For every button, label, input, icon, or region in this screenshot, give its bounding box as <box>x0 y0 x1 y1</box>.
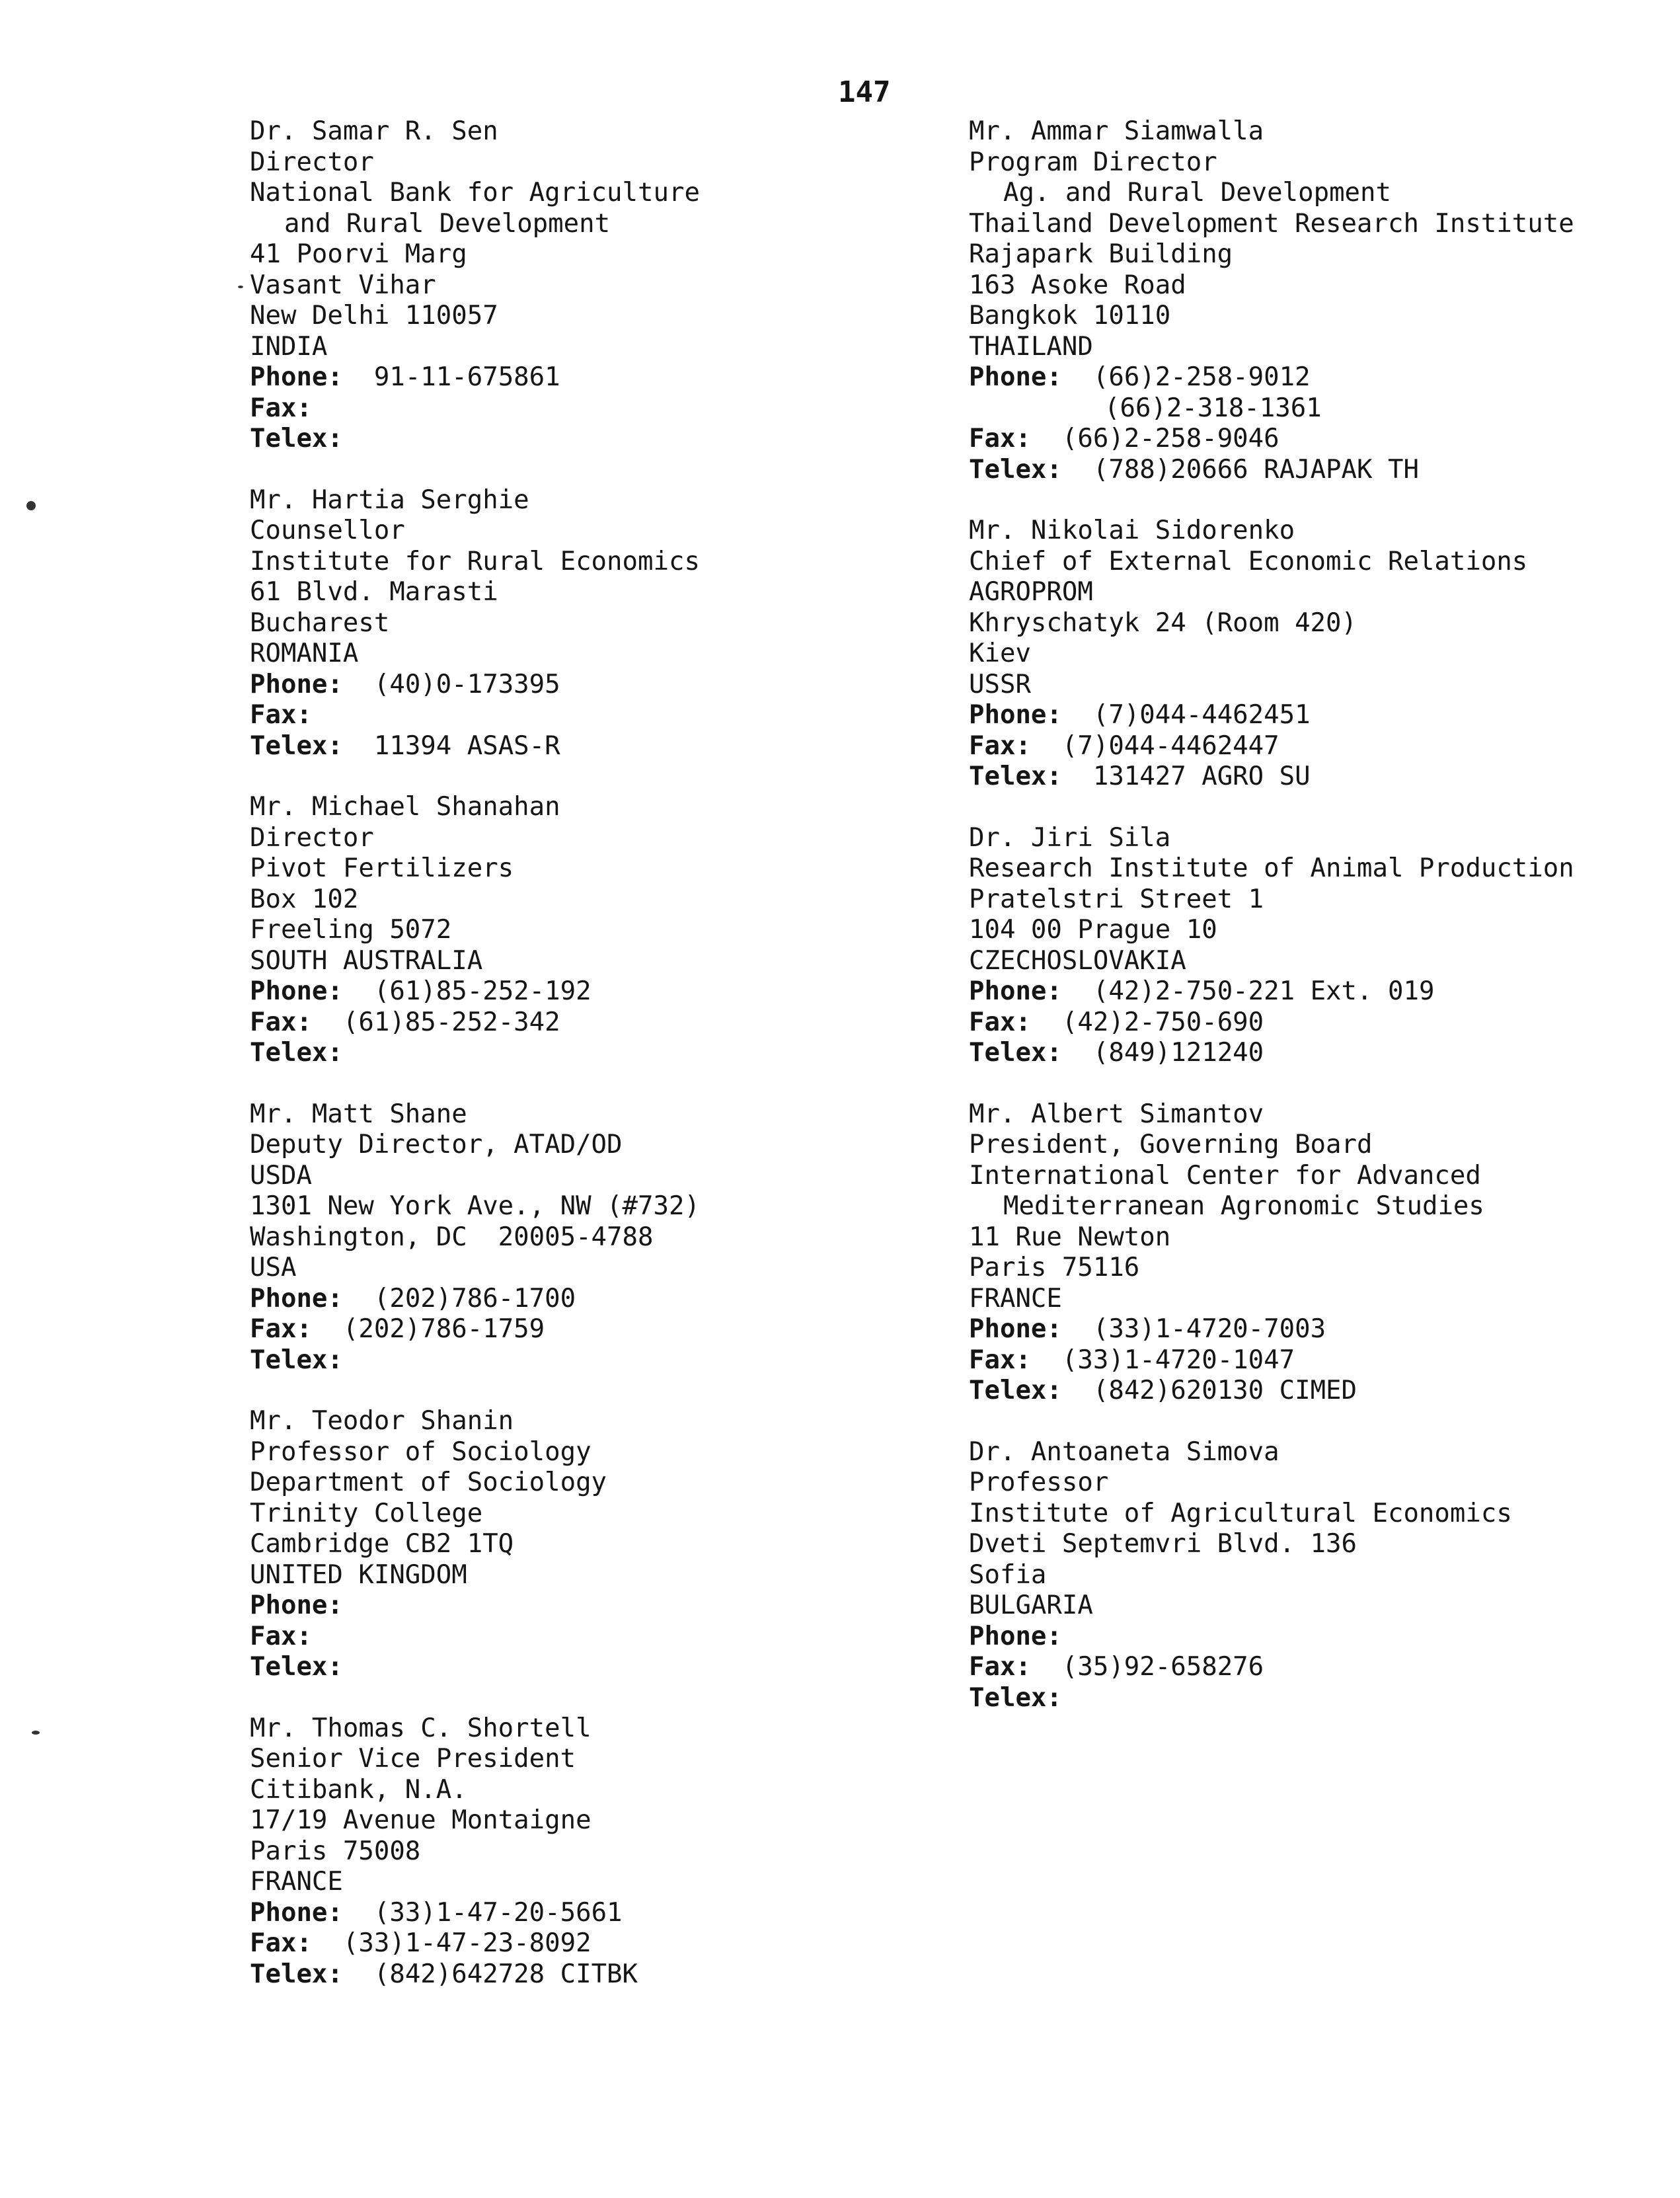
entry-line: Freeling 5072 <box>250 915 452 945</box>
fax-line <box>250 393 1010 424</box>
directory-entry <box>969 516 1680 793</box>
phone-line <box>969 362 1680 393</box>
telex-line-label: Telex: <box>250 1038 343 1068</box>
entry-line: USA <box>250 1253 297 1282</box>
fax-line-label: Fax: <box>250 1621 312 1651</box>
telex-line <box>250 1652 1010 1683</box>
entry-line: Paris 75116 <box>969 1253 1140 1282</box>
entry-line: Khryschatyk 24 (Room 420) <box>969 608 1357 638</box>
fax-line <box>969 1007 1680 1039</box>
entry-line: USSR <box>969 669 1031 699</box>
entry-line: 11 Rue Newton <box>969 1222 1171 1252</box>
entry-line: Professor of Sociology <box>250 1436 592 1467</box>
fax-line-label: Fax: <box>250 1928 312 1958</box>
entry-name: Dr. Samar R. Sen <box>250 116 498 146</box>
entry-line: Ag. and Rural Development <box>1003 178 1391 208</box>
entry-line: Chief of External Economic Relations <box>969 546 1528 576</box>
entry-line: Counsellor <box>250 516 405 545</box>
entry-line: 41 Poorvi Marg <box>250 239 467 269</box>
entry-line: 104 00 Prague 10 <box>969 915 1217 945</box>
telex-line-value: 131427 AGRO SU <box>1092 762 1311 791</box>
entry-name: Mr. Thomas C. Shortell <box>250 1713 592 1743</box>
phone-line <box>969 976 1680 1007</box>
phone-line <box>969 700 1680 731</box>
entry-name: Mr. Ammar Siamwalla <box>969 116 1264 146</box>
fax-line-value: (35)92-658276 <box>1061 1652 1264 1682</box>
telex-line-value: (788)20666 RAJAPAK TH <box>1092 454 1419 485</box>
entry-line: President, Governing Board <box>969 1130 1373 1159</box>
entry-line: Director <box>250 147 374 177</box>
entry-line: Vasant Vihar <box>250 270 436 300</box>
phone-line <box>250 976 1010 1007</box>
entry-name: Mr. Michael Shanahan <box>250 792 560 822</box>
entry-name: Mr. Teodor Shanin <box>250 1406 514 1436</box>
phone-line <box>250 1590 1010 1622</box>
entry-line: AGROPROM <box>969 577 1093 607</box>
telex-line-value: (842)620130 CIMED <box>1092 1376 1357 1405</box>
entry-line: Senior Vice President <box>250 1744 576 1774</box>
phone-line-value: (61)85-252-192 <box>373 976 592 1006</box>
phone-line-2 <box>969 393 1680 424</box>
telex-line-value: (842)642728 CITBK <box>373 1959 638 1989</box>
scan-speck <box>32 1731 40 1735</box>
telex-line-label: Telex: <box>969 454 1062 485</box>
directory-entry <box>250 485 1010 762</box>
telex-line-label: Telex: <box>250 1652 343 1682</box>
fax-line <box>969 1652 1680 1683</box>
phone-line-label: Phone: <box>250 1283 343 1314</box>
fax-line-label: Fax: <box>969 1345 1031 1375</box>
entry-line: Thailand Development Research Institute <box>969 208 1574 239</box>
entry-name: Mr. Albert Simantov <box>969 1099 1264 1129</box>
telex-line-label: Telex: <box>250 424 343 453</box>
phone-line-label: Phone: <box>250 976 343 1006</box>
entry-line: ROMANIA <box>250 639 359 668</box>
phone-line-value: (33)1-47-20-5661 <box>373 1897 623 1928</box>
scan-speck <box>26 501 36 510</box>
entry-line: BULGARIA <box>969 1590 1093 1620</box>
entry-line: Kiev <box>969 639 1031 668</box>
entry-line: CZECHOSLOVAKIA <box>969 945 1186 976</box>
entry-line: UNITED KINGDOM <box>250 1559 467 1590</box>
fax-line-value: (202)786-1759 <box>342 1314 545 1344</box>
telex-line-label: Telex: <box>969 762 1062 791</box>
telex-line <box>250 1345 1010 1376</box>
phone-line-value: (33)1-4720-7003 <box>1092 1314 1326 1344</box>
entry-line: New Delhi 110057 <box>250 301 498 331</box>
entry-line: Research Institute of Animal Production <box>969 853 1574 883</box>
page-number: 147 <box>838 75 891 109</box>
fax-line-value: (61)85-252-342 <box>342 1007 560 1037</box>
entry-name: Dr. Jiri Sila <box>969 822 1171 853</box>
phone-line-value: (42)2-750-221 Ext. 019 <box>1092 976 1435 1006</box>
phone-line-label: Phone: <box>250 1590 343 1620</box>
entry-line: FRANCE <box>250 1867 343 1897</box>
entry-line: Director <box>250 822 374 853</box>
fax-line <box>250 1928 1010 1959</box>
phone-line-label: Phone: <box>969 1314 1062 1344</box>
fax-line <box>969 731 1680 762</box>
entry-line: Washington, DC 20005-4788 <box>250 1222 654 1252</box>
entry-line: Deputy Director, ATAD/OD <box>250 1130 623 1159</box>
entry-line: Sofia <box>969 1559 1047 1590</box>
phone-line <box>250 1284 1010 1315</box>
directory-entry <box>969 116 1680 485</box>
directory-entry <box>250 1099 1010 1376</box>
phone-line-label: Phone: <box>250 362 343 392</box>
phone-line-label: Phone: <box>250 1897 343 1928</box>
entry-line: Bangkok 10110 <box>969 301 1171 331</box>
entry-line: International Center for Advanced <box>969 1160 1481 1191</box>
entry-line: Mediterranean Agronomic Studies <box>1003 1191 1484 1221</box>
telex-line-label: Telex: <box>250 1345 343 1375</box>
directory-entry <box>969 1437 1680 1714</box>
fax-line-label: Fax: <box>250 393 312 423</box>
entry-line: Cambridge CB2 1TQ <box>250 1529 514 1559</box>
entry-line: Rajapark Building <box>969 239 1233 269</box>
phone-line-value: (66)2-258-9012 <box>1092 362 1311 392</box>
fax-line-value: (66)2-258-9046 <box>1061 424 1279 453</box>
fax-line <box>250 1622 1010 1653</box>
fax-line-value: (7)044-4462447 <box>1061 730 1279 761</box>
entry-name: Mr. Nikolai Sidorenko <box>969 516 1295 545</box>
entry-line: SOUTH AUSTRALIA <box>250 945 483 976</box>
entry-line: INDIA <box>250 331 328 362</box>
directory-entry <box>250 1713 1010 1990</box>
fax-line-label: Fax: <box>969 1652 1031 1682</box>
phone-line-value: (40)0-173395 <box>373 669 560 699</box>
phone-line-value: (202)786-1700 <box>373 1283 576 1314</box>
entry-line: Program Director <box>969 147 1217 177</box>
entry-line: 163 Asoke Road <box>969 270 1186 300</box>
telex-line-value: (849)121240 <box>1092 1038 1264 1068</box>
telex-line-label: Telex: <box>969 1038 1062 1068</box>
fax-line-value: (33)1-47-23-8092 <box>342 1928 592 1958</box>
entry-line: 1301 New York Ave., NW (#732) <box>250 1191 700 1221</box>
fax-line-label: Fax: <box>969 1007 1031 1037</box>
phone-line-label: Phone: <box>969 362 1062 392</box>
entry-line: Dveti Septemvri Blvd. 136 <box>969 1529 1357 1559</box>
fax-line-label: Fax: <box>969 730 1031 761</box>
entry-name: Dr. Antoaneta Simova <box>969 1436 1279 1467</box>
entry-line: and Rural Development <box>284 208 611 239</box>
telex-line <box>250 1038 1010 1069</box>
telex-line <box>250 1959 1010 1990</box>
phone-line-label: Phone: <box>969 700 1062 730</box>
telex-line-label: Telex: <box>969 1682 1062 1713</box>
entry-line: Pratelstri Street 1 <box>969 884 1264 914</box>
fax-line-value: (42)2-750-690 <box>1061 1007 1264 1037</box>
telex-line-label: Telex: <box>250 1959 343 1989</box>
phone-line-value: 91-11-675861 <box>373 362 560 392</box>
fax-line <box>250 1314 1010 1345</box>
telex-line <box>969 762 1680 793</box>
entry-line: Box 102 <box>250 884 359 914</box>
phone-line-label: Phone: <box>969 976 1062 1006</box>
telex-line-label: Telex: <box>250 730 343 761</box>
telex-line <box>969 1038 1680 1069</box>
entry-line: Trinity College <box>250 1498 483 1528</box>
phone-line-label: Phone: <box>969 1621 1062 1651</box>
entry-name: Mr. Matt Shane <box>250 1099 467 1129</box>
fax-line-label: Fax: <box>969 424 1031 453</box>
fax-line <box>969 424 1680 455</box>
scan-speck <box>238 286 243 288</box>
telex-line <box>969 455 1680 486</box>
entry-line: 61 Blvd. Marasti <box>250 577 498 607</box>
telex-line <box>250 731 1010 762</box>
fax-line-label: Fax: <box>250 700 312 730</box>
phone-line-value: (7)044-4462451 <box>1092 700 1311 730</box>
fax-line-label: Fax: <box>250 1007 312 1037</box>
telex-line <box>969 1683 1680 1714</box>
entry-line: THAILAND <box>969 331 1093 362</box>
directory-entry <box>250 116 1010 455</box>
entry-name: Mr. Hartia Serghie <box>250 485 529 515</box>
directory-entry <box>250 792 1010 1069</box>
phone-line <box>250 670 1010 701</box>
entry-line: Paris 75008 <box>250 1836 421 1866</box>
entry-line: Professor <box>969 1468 1109 1497</box>
phone-line-label: Phone: <box>250 669 343 699</box>
fax-line <box>969 1345 1680 1376</box>
fax-line <box>250 700 1010 731</box>
entry-line: FRANCE <box>969 1283 1062 1314</box>
entry-line: Citibank, N.A. <box>250 1774 467 1805</box>
entry-line: USDA <box>250 1160 312 1191</box>
directory-entry <box>250 1406 1010 1683</box>
telex-line-value: 11394 ASAS-R <box>373 730 560 761</box>
fax-line-value: (33)1-4720-1047 <box>1061 1345 1295 1375</box>
telex-line <box>250 424 1010 455</box>
entry-line: National Bank for Agriculture <box>250 178 700 208</box>
phone-line <box>969 1622 1680 1653</box>
phone-line <box>250 362 1010 393</box>
phone-line-2-value: (66)2-318-1361 <box>1104 393 1322 423</box>
entry-line: Department of Sociology <box>250 1468 607 1497</box>
fax-line <box>250 1007 1010 1039</box>
entry-line: Bucharest <box>250 608 390 638</box>
telex-line <box>969 1376 1680 1407</box>
left-column <box>250 116 1010 2020</box>
directory-entry <box>969 1099 1680 1407</box>
fax-line-label: Fax: <box>250 1314 312 1344</box>
entry-line: Pivot Fertilizers <box>250 853 514 883</box>
entry-line: 17/19 Avenue Montaigne <box>250 1805 592 1835</box>
entry-line: Institute for Rural Economics <box>250 546 700 576</box>
entry-line: Institute of Agricultural Economics <box>969 1498 1512 1528</box>
phone-line <box>969 1314 1680 1345</box>
phone-line <box>250 1898 1010 1929</box>
telex-line-label: Telex: <box>969 1376 1062 1405</box>
right-column <box>969 116 1680 1744</box>
directory-entry <box>969 823 1680 1069</box>
